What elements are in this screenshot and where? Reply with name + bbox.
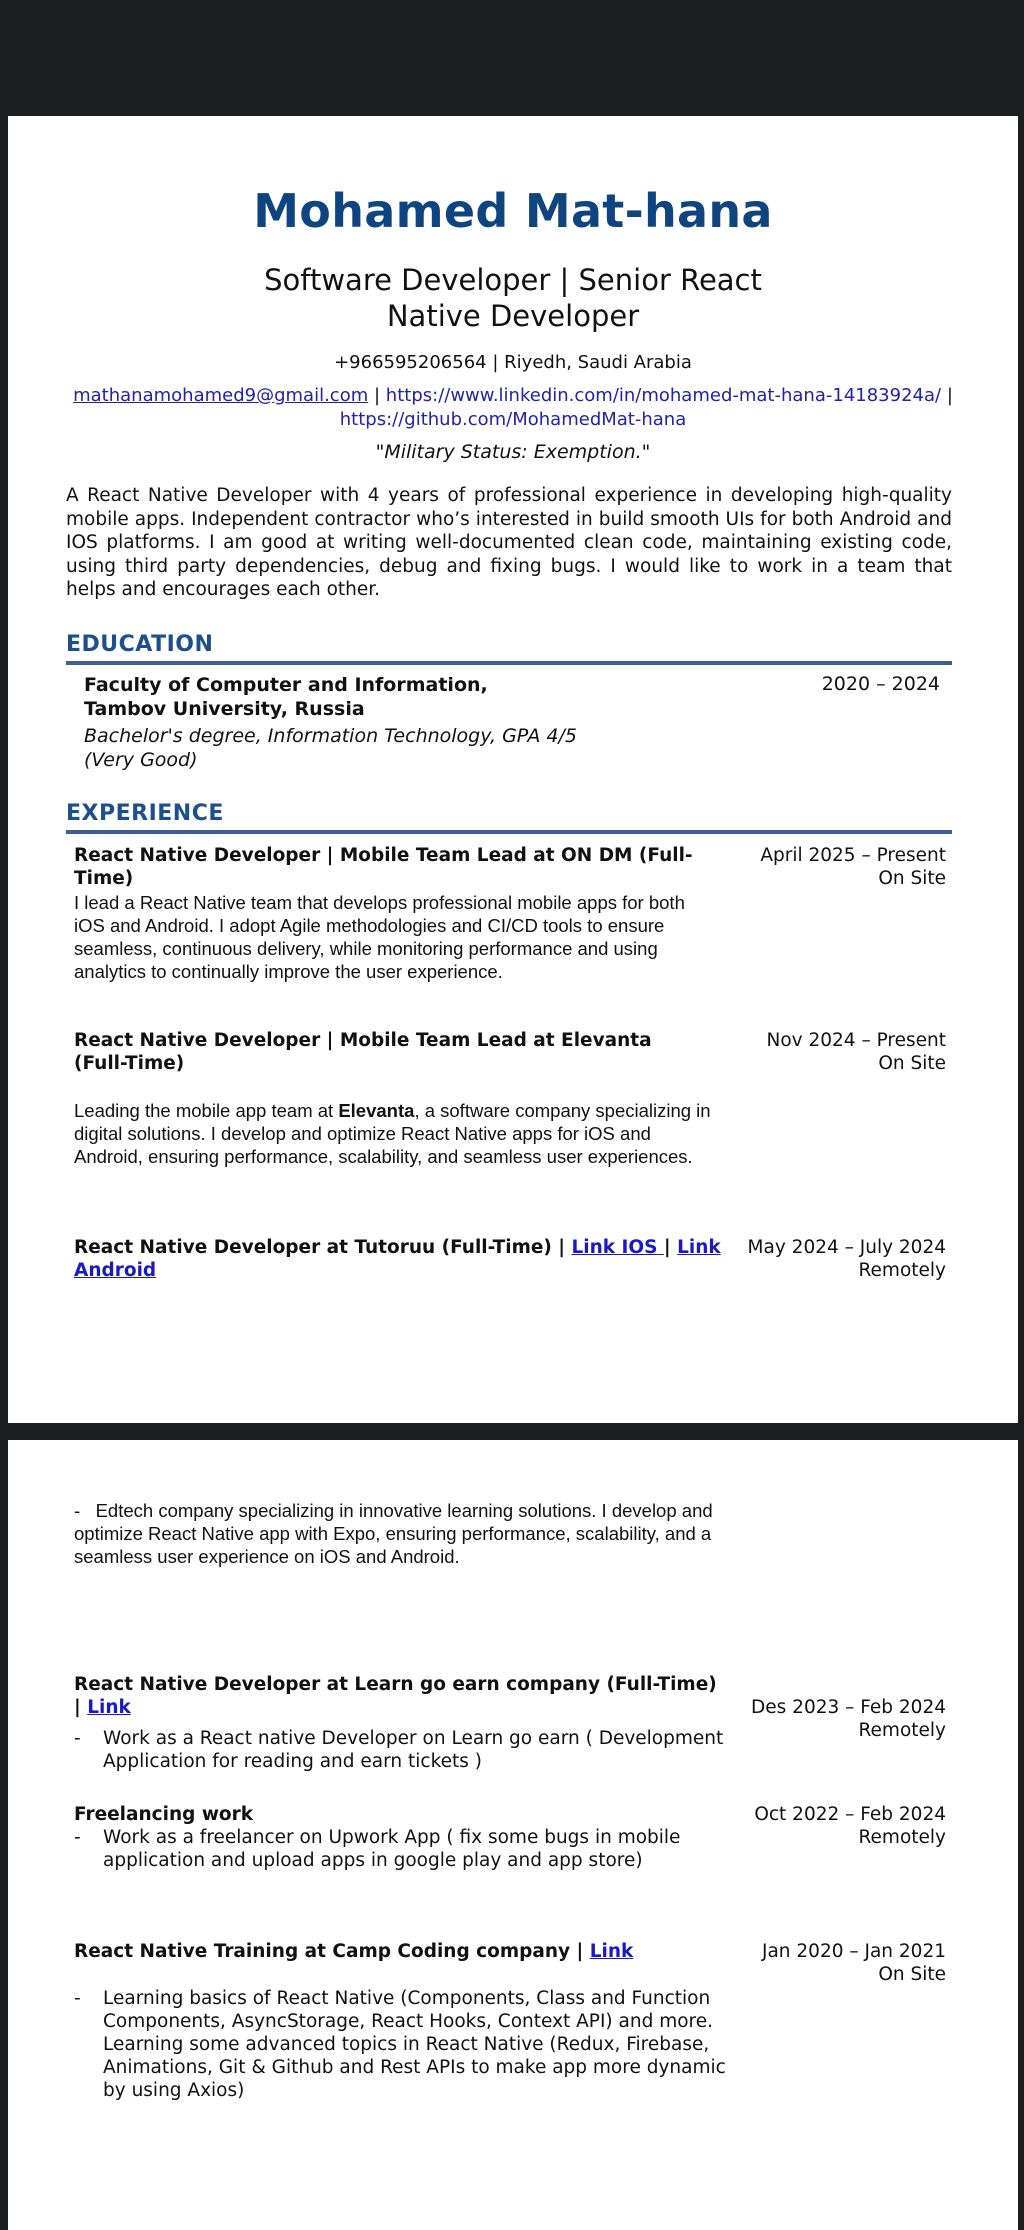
job-dates <box>686 844 946 890</box>
job-bullet <box>74 1727 734 1773</box>
job-dates <box>686 1236 946 1282</box>
link-ios[interactable]: Link IOS <box>571 1237 664 1258</box>
job-mode: Remotely <box>858 1720 946 1741</box>
job-date-range: Nov 2024 – Present <box>766 1030 946 1051</box>
bullet-text: Work as a freelancer on Upwork App ( fix some bugs in mobile application and upload apps in google play and app store) <box>103 1827 681 1871</box>
job-link[interactable]: Link <box>87 1697 131 1718</box>
job-mode: On Site <box>878 1053 946 1074</box>
resume-page-2 <box>8 1440 1018 2230</box>
job-bullet <box>74 1499 734 1568</box>
resume-page-1 <box>8 116 1018 1423</box>
desc-text: , a software company specializing in digital solutions. I develop and optimize React Native apps for iOS and Android, ensuring performance, scalability, and seamless user experiences. <box>74 1100 711 1167</box>
resume-name: Mohamed Mat-hana <box>253 184 773 238</box>
summary-paragraph: A React Native Developer with 4 years of professional experience in developing high-quality mobile apps. Independent contractor who’s interested in build smooth UIs for both Android and IOS platforms. I am good at writing well-documented clean code, maintaining existing code, using third party dependencies, debug and fixing bugs. I would like to work in a team that helps and encourages each other. <box>66 485 952 600</box>
job-title-text: React Native Developer at Tutoruu (Full-Time) | <box>74 1237 572 1258</box>
job-mode: Remotely <box>858 1260 946 1281</box>
job-bullet <box>74 1987 734 2102</box>
desc-text: Leading the mobile app team at <box>74 1100 339 1121</box>
job-title <box>74 1673 724 1719</box>
job-title-text: React Native Developer at Learn go earn company (Full-Time) | <box>74 1674 717 1718</box>
job-dates <box>686 1029 946 1075</box>
experience-heading: EXPERIENCE <box>66 801 224 826</box>
job-title: React Native Developer | Mobile Team Lead at Elevanta (Full-Time) <box>74 1030 652 1074</box>
bullet-dash: - <box>74 1500 81 1521</box>
linkedin-link[interactable]: https://www.linkedin.com/in/mohamed-mat-hana-14183924a/ <box>385 385 942 406</box>
bullet-text: Work as a React native Developer on Learn go earn ( Development Application for reading and earn tickets ) <box>103 1728 724 1772</box>
contact-line <box>8 352 1018 373</box>
separator: | <box>373 385 381 406</box>
job-title <box>74 1940 724 1963</box>
separator: | <box>492 352 499 373</box>
job-date-range: May 2024 – July 2024 <box>747 1237 946 1258</box>
link-android[interactable]: Link Android <box>74 1237 721 1281</box>
bullet-dash: - <box>74 1988 81 2009</box>
job-link[interactable]: Link <box>589 1941 634 1962</box>
job-dates <box>686 1940 946 1986</box>
job-bullet <box>74 1826 734 1872</box>
job-mode: On Site <box>878 1964 946 1985</box>
education-heading: EDUCATION <box>66 632 214 657</box>
separator: | <box>946 385 953 406</box>
job-date-range: April 2025 – Present <box>760 845 946 866</box>
bullet-dash: - <box>74 1728 81 1749</box>
job-mode: Remotely <box>858 1827 946 1848</box>
resume-role: Software Developer | Senior React Native Developer <box>264 263 762 333</box>
job-date-range: Des 2023 – Feb 2024 <box>751 1697 946 1718</box>
experience-rule <box>66 830 952 834</box>
job-title <box>74 1236 724 1282</box>
job-title: Freelancing work <box>74 1804 254 1825</box>
job-description: I lead a React Native team that develops professional mobile apps for both iOS and Android. I adopt Agile methodologies and CI/CD tools to ensure seamless, continuous delivery, while monitoring performance and using analytics to continually improve the user experience. <box>74 892 685 982</box>
job-title: React Native Developer | Mobile Team Lead at ON DM (Full-Time) <box>74 845 693 889</box>
education-degree: Bachelor's degree, Information Technology, GPA 4/5 (Very Good) <box>84 725 577 771</box>
job-date-range: Oct 2022 – Feb 2024 <box>754 1804 946 1825</box>
company-name: Elevanta <box>338 1100 415 1121</box>
military-status: "Military Status: Exemption." <box>375 441 651 463</box>
job-title-text: React Native Training at Camp Coding company | <box>74 1941 590 1962</box>
location: Riyedh, Saudi Arabia <box>504 352 692 373</box>
links-line <box>68 384 958 432</box>
education-dates: 2020 – 2024 <box>821 673 940 695</box>
phone: +966595206564 <box>334 352 487 373</box>
bullet-text: Learning basics of React Native (Components, Class and Function Components, AsyncStorage, React Hooks, Context API) and more. Learning some advanced topics in React Native (Redux, Firebase, Animations, Git & Github and Rest APIs to make app more dynamic by using Axios) <box>103 1988 726 2101</box>
job-description <box>74 1099 714 1168</box>
bullet-text: Edtech company specializing in innovative learning solutions. I develop and optimize React Native app with Expo, ensuring performance, scalability, and a seamless user experience on iOS and Android. <box>74 1500 713 1567</box>
job-date-range: Jan 2020 – Jan 2021 <box>762 1941 946 1962</box>
email-link[interactable]: mathanamohamed9@gmail.com <box>73 385 369 406</box>
education-rule <box>66 661 952 665</box>
job-mode: On Site <box>878 868 946 889</box>
github-link[interactable]: https://github.com/MohamedMat-hana <box>339 409 687 430</box>
education-school: Faculty of Computer and Information, Tambov University, Russia <box>84 674 488 720</box>
separator: | <box>663 1237 678 1258</box>
bullet-dash: - <box>74 1827 81 1848</box>
